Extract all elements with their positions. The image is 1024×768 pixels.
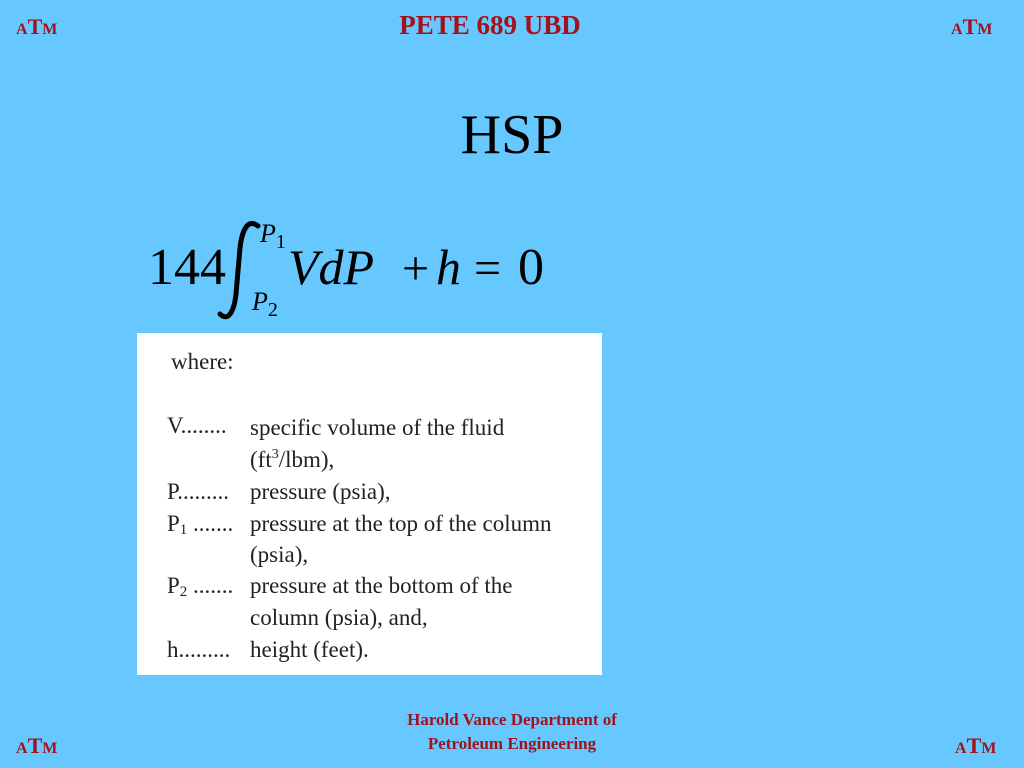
plus-sign: + — [402, 242, 430, 295]
equation-coefficient: 144 — [148, 239, 226, 296]
desc-p1: pressure at the top of the column — [250, 511, 552, 536]
atm-logo-bottom-right: ATM — [955, 733, 997, 758]
integrand: VdP — [288, 239, 375, 295]
equals-sign: = — [474, 242, 502, 295]
term-p2: $P_2$ ....... — [167, 573, 234, 600]
footer-line-2: Petroleum Engineering — [427, 734, 597, 753]
h-variable: h — [436, 239, 461, 295]
desc-p2: pressure at the bottom of the — [250, 573, 513, 598]
definitions-box — [137, 333, 602, 675]
upper-limit: $P_1$ — [260, 219, 286, 253]
rhs-zero: 0 — [518, 239, 544, 296]
atm-logo-bottom-left: ATM — [16, 733, 58, 758]
lower-limit: $P_2$ — [252, 287, 278, 321]
footer-department — [0, 708, 1024, 756]
course-title: PETE 689 UBD — [399, 10, 581, 40]
footer-line-1: Harold Vance Department of — [407, 710, 617, 729]
desc-p2-cont: column (psia), and, — [250, 605, 428, 630]
term-h: h......... — [167, 637, 231, 662]
term-p1: $P_1$ ....... — [167, 511, 234, 538]
desc-v: specific volume of the fluid — [250, 415, 505, 440]
desc-h: height (feet). — [250, 637, 369, 662]
hsp-equation — [140, 212, 570, 332]
desc-v-units: $(ft^3/lbm)$, — [250, 447, 335, 472]
atm-logo-top-left: ATM — [16, 14, 58, 39]
desc-p1-cont: (psia), — [250, 542, 309, 567]
definitions-intro: where: — [171, 349, 234, 374]
term-v: V........ — [167, 413, 227, 438]
slide-title: HSP — [460, 104, 564, 166]
desc-p: pressure (psia), — [250, 479, 391, 504]
term-p: P......... — [167, 479, 229, 504]
atm-logo-top-right: ATM — [951, 14, 993, 39]
